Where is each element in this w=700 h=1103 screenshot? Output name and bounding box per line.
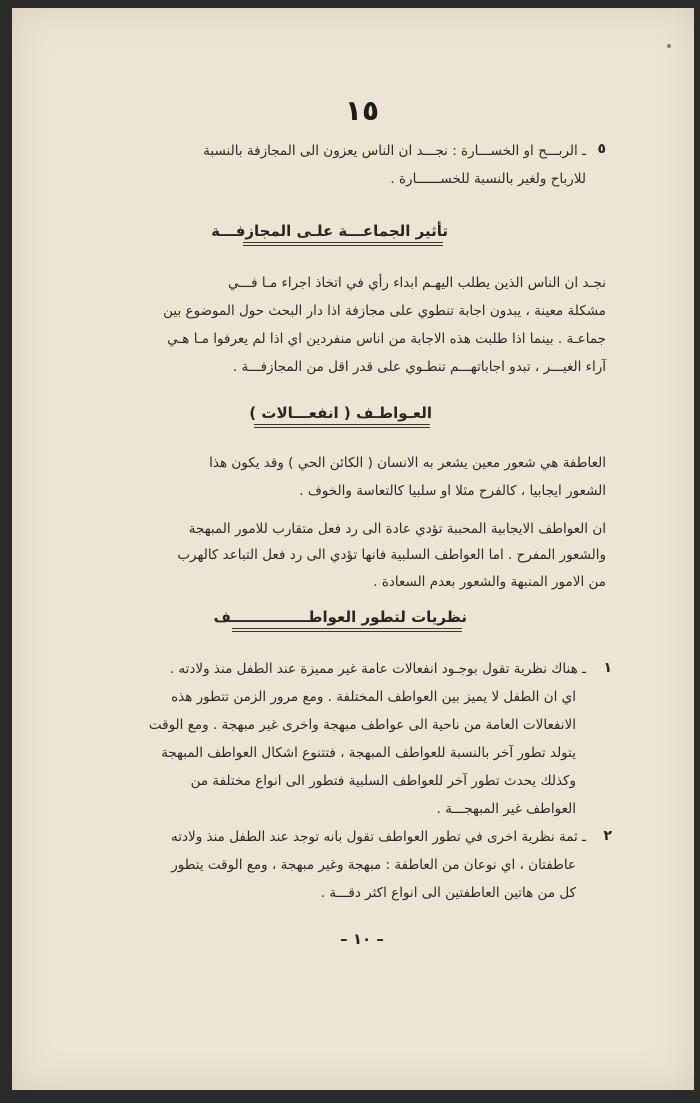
heading-underline	[243, 242, 443, 243]
heading-underline	[254, 427, 430, 428]
theory-1-line: الانفعالات العامة من ناحية الى عواطف مبهجة واخرى غير مبهجة . ومع الوقت	[148, 717, 576, 733]
theory-1-line: العواطف غير المبهجـــة .	[436, 801, 576, 817]
heading-underline	[232, 631, 462, 632]
paragraph-line: نجـد ان الناس الذين يطلب اليهـم ابداء رأي في اتخاذ اجراء مـا فـــي	[228, 275, 606, 291]
paragraph-line: من الامور المنبهة والشعور بعدم السعادة .	[373, 574, 606, 590]
heading-underline	[232, 628, 462, 629]
paragraph-line: الشعور ايجابيا ، كالفرح مثلا او سلبيا كالتعاسة والخوف .	[299, 483, 606, 499]
section-heading-theories	[213, 608, 467, 632]
theory-1-line: وكذلك يحدث تطور آخر للعواطف السلبية فتطور الى انواع مختلفة من	[190, 773, 576, 789]
heading-underline	[254, 424, 430, 425]
theory-1-marker: ١	[603, 660, 612, 676]
section-heading-emotions	[249, 404, 432, 428]
paragraph-line: العاطفة هي شعور معين يشعر به الانسان ( الكائن الحي ) وقد يكون هذا	[209, 455, 606, 471]
item-5-marker: ٥	[597, 141, 606, 157]
paragraph-line: مشكلة معينة ، يبدون اجابة تنطوي على مجازفة اذا دار البحث حول الموضوع بين	[163, 303, 606, 319]
theory-2-line: عاطفتان ، اي نوعان من العاطفة : مبهجة وغير مبهجة ، ومع الوقت يتطور	[171, 857, 576, 873]
theory-1-line: اي ان الطفل لا يميز بين العواطف المختلفة . ومع مرور الزمن تتطور هذه	[171, 689, 576, 705]
page-footer-number: – ١٠ –	[340, 930, 384, 948]
section-heading-text: تأثير الجماعـــة علـى المجازفـــة	[211, 222, 448, 240]
paragraph-line: ان العواطف الايجابية المحببة تؤدي عادة الى رد فعل متقارب للامور المبهجة	[188, 521, 606, 537]
heading-underline	[243, 245, 443, 246]
paragraph-line: والشعور المفرح . اما العواطف السلبية فانها تؤدي الى رد فعل التباعد كالهرب	[177, 547, 606, 563]
page-number: ١٥	[344, 94, 380, 127]
section-heading-text: العـواطـف ( انفعـــالات )	[249, 404, 432, 422]
section-heading-text: نظريات لتطور العواطـــــــــــــــف	[213, 608, 467, 626]
paragraph-line: آراء الغيـــر ، تبدو اجاباتهـــم تنطـوي على قدر اقل من المجازفـــة .	[232, 359, 606, 375]
item-5-line-2: للارباح ولغير بالنسبة للخســــــارة .	[390, 171, 586, 187]
theory-2-marker: ٢	[603, 828, 612, 844]
document-page	[12, 8, 694, 1090]
theory-2-line: كل من هاتين العاطفتين الى انواع اكثر دقـــة .	[320, 885, 576, 901]
document-sheet	[12, 8, 694, 1090]
paragraph-line: جماعـة . بينما اذا طلبت هذه الاجابة من اناس منفردين اي اذا لم يعرفوا مـا هـي	[167, 331, 606, 347]
theory-1-line: ـ هناك نظرية تقول بوجـود انفعالات عامة غير مميزة عند الطفل منذ ولادته .	[169, 661, 586, 677]
theory-2-line: ـ ثمة نظرية اخرى في تطور العواطف تقول بانه توجد عند الطفل منذ ولادته	[171, 829, 586, 845]
item-5-line-1: ـ الربـــح او الخســـارة : نجـــد ان الناس يعزون الى المجازفة بالنسبة	[203, 143, 586, 159]
theory-1-line: يتولد تطور آخر بالنسبة للعواطف المبهجة ، فتتنوع اشكال العواطف المبهجة	[161, 745, 576, 761]
section-heading-group-effect	[211, 222, 448, 246]
